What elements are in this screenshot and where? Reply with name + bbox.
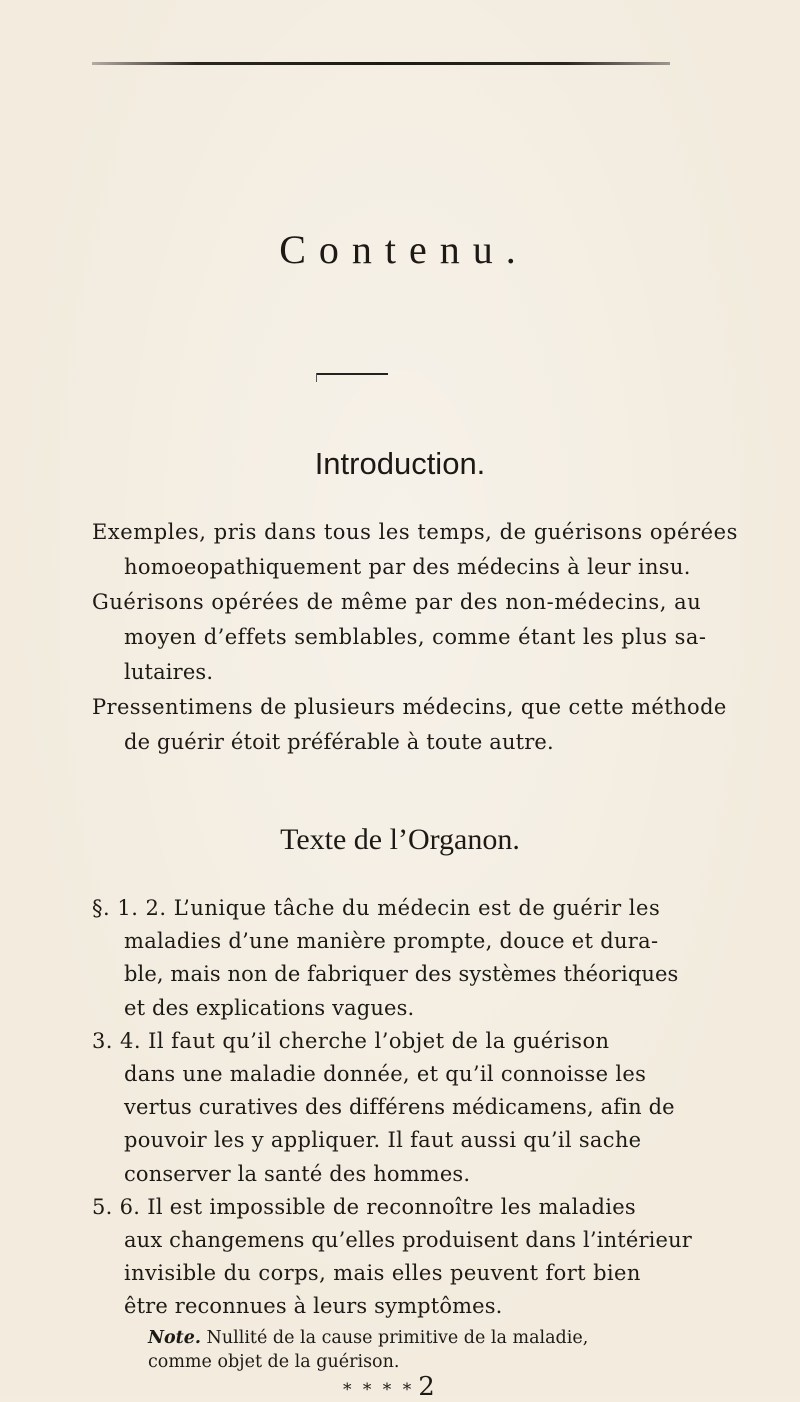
page-title: Contenu. [279, 227, 529, 272]
signature-mark [343, 1372, 435, 1402]
title-divider-tick [316, 373, 317, 382]
organon-line: et des explications vagues. [124, 995, 415, 1020]
organon-line: §. 1. 2. L’unique tâche du médecin est de guérir les [92, 896, 661, 920]
signature-asterisks: * * * * [343, 1380, 415, 1401]
organon-line: 5. 6. Il est impossible de reconnoître les maladies [92, 1194, 637, 1219]
organon-line: vertus curatives des différens médicamens, afin de [124, 1095, 675, 1120]
note-line: comme objet de la guérison. [148, 1352, 400, 1373]
organon-line: être reconnues à leurs symptômes. [124, 1294, 503, 1319]
organon-line: dans une maladie donnée, et qu’il connoisse les [124, 1062, 647, 1086]
intro-line: Exemples, pris dans tous les temps, de guérisons opérées [92, 520, 738, 544]
organon-heading: Texte de l’Organon. [280, 823, 520, 856]
organon-line: maladies d’une manière prompte, douce et dura- [124, 929, 659, 954]
intro-line: moyen d’effets semblables, comme étant les plus sa- [124, 625, 707, 649]
note-text: Nullité de la cause primitive de la maladie, [200, 1328, 589, 1349]
organon-line: conserver la santé des hommes. [124, 1161, 471, 1186]
note-label: Note. [148, 1328, 201, 1349]
top-rule [92, 62, 670, 65]
title-divider [316, 373, 388, 375]
organon-line: invisible du corps, mais elles peuvent fort bien [124, 1261, 641, 1286]
note-line [148, 1328, 588, 1348]
introduction-heading: Introduction. [314, 446, 486, 481]
organon-line: 3. 4. Il faut qu’il cherche l’objet de la guérison [92, 1028, 610, 1053]
intro-line: de guérir étoit préférable à toute autre. [124, 730, 554, 754]
intro-line: homoeopathiquement par des médecins à leur insu. [124, 555, 691, 579]
organon-line: pouvoir les y appliquer. Il faut aussi qu’il sache [124, 1128, 642, 1153]
organon-line: aux changemens qu’elles produisent dans l’intérieur [124, 1228, 692, 1252]
intro-line: lutaires. [124, 660, 214, 684]
signature-number: 2 [418, 1372, 435, 1402]
intro-line: Pressentimens de plusieurs médecins, que cette méthode [92, 695, 727, 719]
organon-line: ble, mais non de fabriquer des systèmes théoriques [124, 962, 679, 987]
intro-line: Guérisons opérées de même par des non-médecins, au [92, 590, 702, 614]
